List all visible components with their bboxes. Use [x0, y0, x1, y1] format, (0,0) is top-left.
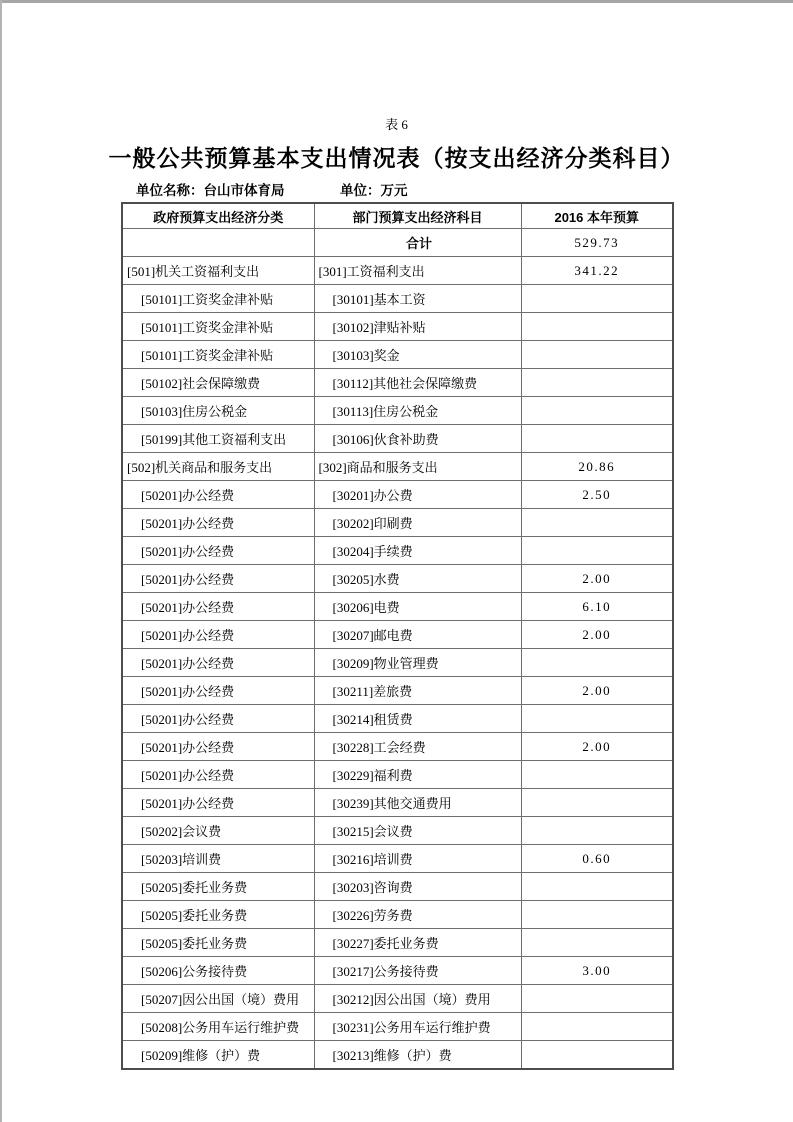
dept-subject-cell: [30113]住房公税金 — [314, 397, 521, 425]
table-row — [122, 677, 673, 705]
gov-classification-cell: [50201]办公经费 — [122, 705, 314, 733]
amount-cell — [521, 985, 673, 1013]
dept-subject-cell: [30227]委托业务费 — [314, 929, 521, 957]
gov-classification-cell: [50208]公务用车运行维护费 — [122, 1013, 314, 1041]
gov-classification-cell: [50205]委托业务费 — [122, 873, 314, 901]
amount-cell: 341.22 — [521, 257, 673, 285]
currency-unit — [340, 179, 408, 199]
dept-subject-cell: [30204]手续费 — [314, 537, 521, 565]
table-number-label: 表 6 — [385, 117, 408, 132]
amount-cell: 2.00 — [521, 565, 673, 593]
gov-classification-cell: [50201]办公经费 — [122, 621, 314, 649]
table-row — [122, 957, 673, 985]
gov-classification-cell: [50201]办公经费 — [122, 733, 314, 761]
dept-subject-cell: [30202]印刷费 — [314, 509, 521, 537]
dept-subject-cell: [30209]物业管理费 — [314, 649, 521, 677]
unit-name-value: 台山市体育局 — [203, 183, 285, 198]
gov-classification-cell: [50201]办公经费 — [122, 565, 314, 593]
amount-cell: 2.00 — [521, 677, 673, 705]
table-row — [122, 761, 673, 789]
amount-cell — [521, 425, 673, 453]
gov-classification-cell: [50201]办公经费 — [122, 789, 314, 817]
table-row — [122, 565, 673, 593]
table-row — [122, 453, 673, 481]
dept-subject-cell: [30214]租赁费 — [314, 705, 521, 733]
col-header-gov-classification: 政府预算支出经济分类 — [122, 203, 314, 229]
table-row — [122, 1041, 673, 1070]
dept-subject-cell: [301]工资福利支出 — [314, 257, 521, 285]
currency-unit-label: 单位： — [340, 183, 381, 198]
gov-classification-cell: [502]机关商品和服务支出 — [122, 453, 314, 481]
amount-cell — [521, 313, 673, 341]
gov-classification-cell: [50201]办公经费 — [122, 593, 314, 621]
currency-unit-value: 万元 — [380, 183, 408, 198]
amount-cell — [521, 873, 673, 901]
dept-subject-cell: [302]商品和服务支出 — [314, 453, 521, 481]
dept-subject-cell: [30207]邮电费 — [314, 621, 521, 649]
table-row — [122, 369, 673, 397]
table-row — [122, 593, 673, 621]
amount-cell: 0.60 — [521, 845, 673, 873]
gov-classification-cell: [501]机关工资福利支出 — [122, 257, 314, 285]
gov-classification-cell: [50103]住房公税金 — [122, 397, 314, 425]
amount-cell: 3.00 — [521, 957, 673, 985]
dept-subject-cell: [30226]劳务费 — [314, 901, 521, 929]
table-row — [122, 341, 673, 369]
amount-cell — [521, 537, 673, 565]
gov-classification-cell: [50199]其他工资福利支出 — [122, 425, 314, 453]
gov-classification-cell: [50203]培训费 — [122, 845, 314, 873]
amount-cell — [521, 649, 673, 677]
amount-cell: 20.86 — [521, 453, 673, 481]
table-row — [122, 257, 673, 285]
table-row — [122, 733, 673, 761]
dept-subject-cell: [30215]会议费 — [314, 817, 521, 845]
amount-cell — [521, 397, 673, 425]
table-row — [122, 985, 673, 1013]
gov-classification-cell: [50201]办公经费 — [122, 481, 314, 509]
amount-cell — [521, 789, 673, 817]
amount-cell: 2.00 — [521, 733, 673, 761]
dept-subject-cell: [30206]电费 — [314, 593, 521, 621]
dept-subject-cell: [30203]咨询费 — [314, 873, 521, 901]
budget-table — [121, 202, 674, 1070]
col-header-dept-subject: 部门预算支出经济科目 — [314, 203, 521, 229]
table-row — [122, 397, 673, 425]
amount-cell: 2.00 — [521, 621, 673, 649]
col-header-budget-2016: 2016 本年预算 — [521, 203, 673, 229]
table-row — [122, 845, 673, 873]
page-title: 一般公共预算基本支出情况表（按支出经济分类科目） — [108, 146, 685, 171]
dept-subject-cell: [30201]办公费 — [314, 481, 521, 509]
dept-subject-cell: [30212]因公出国（境）费用 — [314, 985, 521, 1013]
amount-cell: 6.10 — [521, 593, 673, 621]
gov-classification-cell: [50101]工资奖金津补贴 — [122, 285, 314, 313]
gov-classification-cell: [50201]办公经费 — [122, 509, 314, 537]
gov-classification-cell: [50206]公务接待费 — [122, 957, 314, 985]
gov-classification-cell: [50202]会议费 — [122, 817, 314, 845]
table-body — [122, 229, 673, 1070]
amount-cell: 2.50 — [521, 481, 673, 509]
amount-cell: 529.73 — [521, 229, 673, 257]
table-row — [122, 481, 673, 509]
amount-cell — [521, 1013, 673, 1041]
dept-subject-cell: 合计 — [314, 229, 521, 257]
table-row — [122, 649, 673, 677]
gov-classification-cell: [50102]社会保障缴费 — [122, 369, 314, 397]
dept-subject-cell: [30228]工会经费 — [314, 733, 521, 761]
amount-cell — [521, 1041, 673, 1070]
dept-subject-cell: [30102]津贴补贴 — [314, 313, 521, 341]
table-row — [122, 817, 673, 845]
table-row — [122, 1013, 673, 1041]
gov-classification-cell: [50101]工资奖金津补贴 — [122, 313, 314, 341]
amount-cell — [521, 369, 673, 397]
table-row — [122, 285, 673, 313]
amount-cell — [521, 285, 673, 313]
table-row — [122, 873, 673, 901]
dept-subject-cell: [30103]奖金 — [314, 341, 521, 369]
amount-cell — [521, 901, 673, 929]
table-header-row — [122, 203, 673, 229]
table-row — [122, 789, 673, 817]
table-row — [122, 229, 673, 257]
dept-subject-cell: [30101]基本工资 — [314, 285, 521, 313]
amount-cell — [521, 341, 673, 369]
dept-subject-cell: [30106]伙食补助费 — [314, 425, 521, 453]
gov-classification-cell: [50101]工资奖金津补贴 — [122, 341, 314, 369]
table-row — [122, 425, 673, 453]
dept-subject-cell: [30211]差旅费 — [314, 677, 521, 705]
table-row — [122, 705, 673, 733]
amount-cell — [521, 509, 673, 537]
gov-classification-cell — [122, 229, 314, 257]
unit-name-label: 单位名称： — [136, 183, 204, 198]
amount-cell — [521, 929, 673, 957]
unit-info-line — [0, 179, 793, 197]
gov-classification-cell: [50209]维修（护）费 — [122, 1041, 314, 1070]
dept-subject-cell: [30213]维修（护）费 — [314, 1041, 521, 1070]
table-row — [122, 621, 673, 649]
gov-classification-cell: [50201]办公经费 — [122, 677, 314, 705]
page-top-edge-divider — [0, 0, 793, 3]
amount-cell — [521, 761, 673, 789]
dept-subject-cell: [30112]其他社会保障缴费 — [314, 369, 521, 397]
dept-subject-cell: [30229]福利费 — [314, 761, 521, 789]
gov-classification-cell: [50201]办公经费 — [122, 649, 314, 677]
table-row — [122, 901, 673, 929]
table-row — [122, 537, 673, 565]
unit-name — [136, 179, 285, 199]
table-row — [122, 929, 673, 957]
table-row — [122, 509, 673, 537]
gov-classification-cell: [50201]办公经费 — [122, 761, 314, 789]
gov-classification-cell: [50207]因公出国（境）费用 — [122, 985, 314, 1013]
gov-classification-cell: [50201]办公经费 — [122, 537, 314, 565]
amount-cell — [521, 705, 673, 733]
gov-classification-cell: [50205]委托业务费 — [122, 901, 314, 929]
dept-subject-cell: [30239]其他交通费用 — [314, 789, 521, 817]
amount-cell — [521, 817, 673, 845]
dept-subject-cell: [30205]水费 — [314, 565, 521, 593]
gov-classification-cell: [50205]委托业务费 — [122, 929, 314, 957]
dept-subject-cell: [30231]公务用车运行维护费 — [314, 1013, 521, 1041]
table-row — [122, 313, 673, 341]
dept-subject-cell: [30216]培训费 — [314, 845, 521, 873]
dept-subject-cell: [30217]公务接待费 — [314, 957, 521, 985]
